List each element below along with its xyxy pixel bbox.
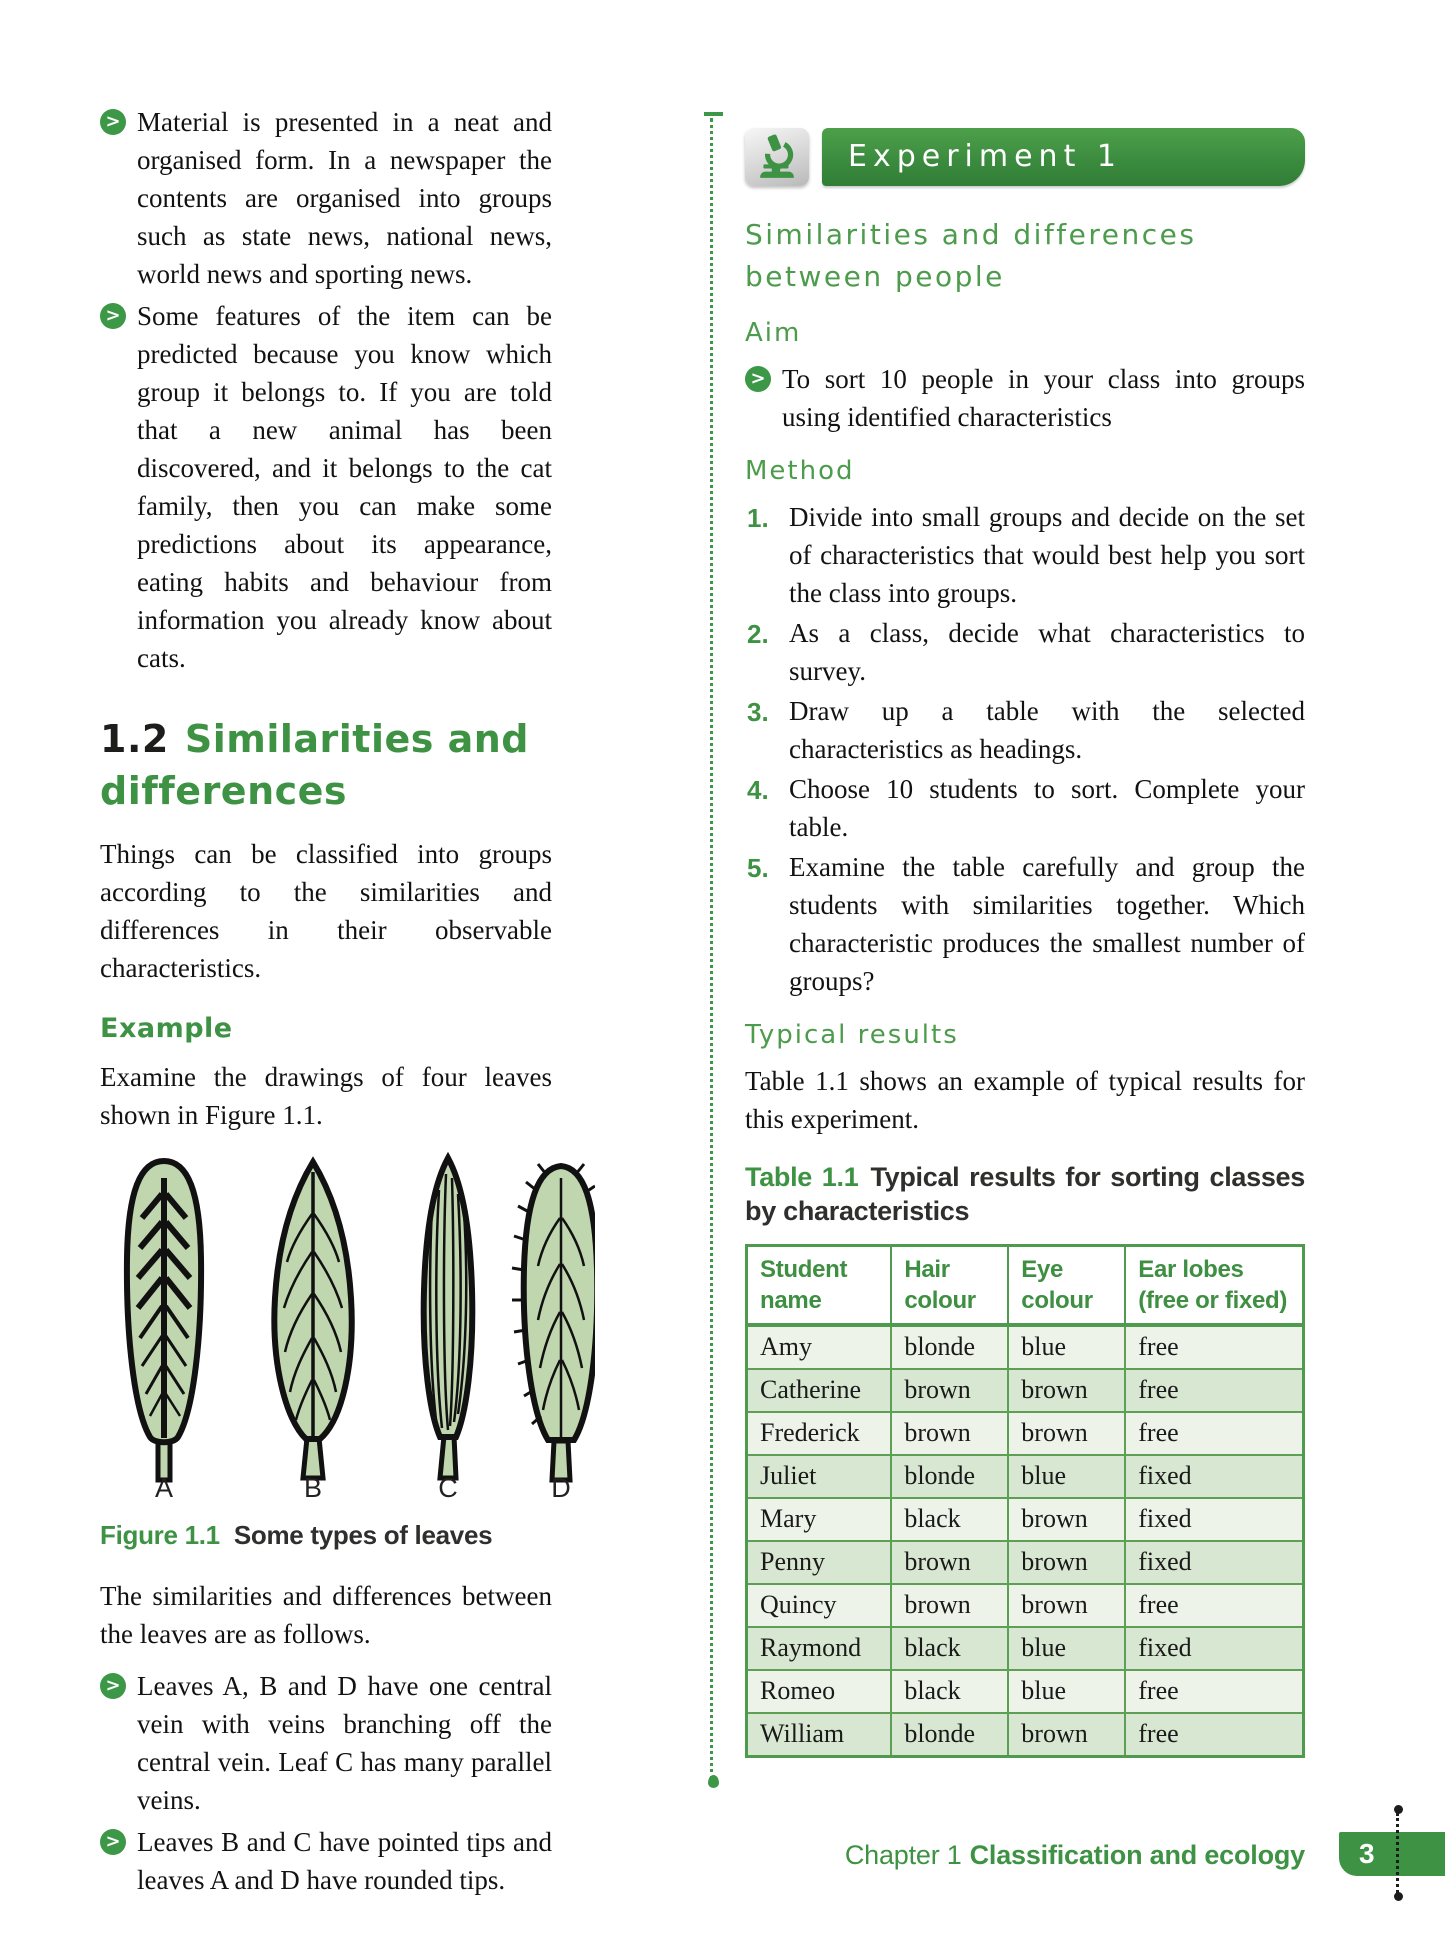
cell-eye: brown [1008,1412,1125,1455]
cell-name: Amy [747,1325,892,1369]
cell-eye: blue [1008,1455,1125,1498]
intro-bullet-2-text: Some features of the item can be predicted because you know which group it belongs to. If you are told that a new animal has been discovered, and it belongs to the cat family, then you can make some predictions about its appearance, eating habits and behaviour from information you already know about cats. [137,301,552,673]
cell-name: William [747,1713,892,1757]
cell-eye: brown [1008,1713,1125,1757]
figure-caption-text: Some types of leaves [233,1520,493,1550]
method-item-4 [745,770,1305,846]
method-item-4-text: Choose 10 students to sort. Complete your table. [789,774,1305,842]
table-row [747,1455,1304,1498]
cell-eye: blue [1008,1627,1125,1670]
cell-name: Quincy [747,1584,892,1627]
method-item-1 [745,498,1305,612]
typical-results-label: Typical results [745,1020,959,1050]
example-paragraph: Examine the drawings of four leaves shown in Figure 1.1. [100,1062,552,1130]
figure-caption-label: Figure 1.1 [100,1520,220,1550]
table-row [747,1627,1304,1670]
aim-label: Aim [745,318,802,348]
column-divider [710,118,713,1780]
table-row [747,1369,1304,1412]
leaf-bullet-1 [100,1667,552,1819]
leaves-illustration [98,1148,595,1500]
method-item-2-text: As a class, decide what characteristics to survey. [789,618,1305,686]
figure-caption [100,1519,552,1551]
right-column [745,128,1305,1758]
leaf-bullet-2 [100,1823,552,1899]
figure-leaves [98,1148,571,1505]
cell-hair: blonde [891,1713,1008,1757]
intro-bullet-1-text: Material is presented in a neat and organised form. In a newspaper the contents are organised into groups such as state news, national news, world news and sporting news. [137,107,552,289]
method-item-5-text: Examine the table carefully and group the students with similarities together. Which characteristic produces the smallest number of groups? [789,852,1305,996]
col-header-ear-lobes: Ear lobes (free or fixed) [1125,1246,1303,1326]
cell-name: Mary [747,1498,892,1541]
cell-eye: brown [1008,1541,1125,1584]
experiment-header [745,128,1305,186]
method-item-1-text: Divide into small groups and decide on the set of characteristics that would best help you sort the class into groups. [789,502,1305,608]
example-heading: Example [100,1013,233,1044]
cell-eye: brown [1008,1498,1125,1541]
leaf-c [424,1158,473,1478]
method-item-2-number: 2. [747,619,769,649]
cell-hair: brown [891,1584,1008,1627]
leaf-label-a: A [154,1473,174,1500]
table-row [747,1713,1304,1757]
table-header-row [747,1246,1304,1326]
chapter-title: Classification and ecology [969,1840,1305,1870]
cell-eye: blue [1008,1670,1125,1713]
leaf-a [127,1161,201,1480]
cell-eye: blue [1008,1325,1125,1369]
method-item-3 [745,692,1305,768]
chevron-bullet-icon: > [100,109,126,135]
chevron-bullet-icon: > [100,1673,126,1699]
cell-ear: fixed [1125,1455,1303,1498]
cell-hair: black [891,1627,1008,1670]
section-title-line2: differences [100,769,348,813]
divider-top-tick [704,112,723,116]
chevron-bullet-icon: > [100,303,126,329]
table-row [747,1584,1304,1627]
method-item-5 [745,848,1305,1000]
chapter-label: Chapter 1 [844,1840,962,1870]
method-item-5-number: 5. [747,853,769,883]
footer [845,1840,1305,1871]
cell-name: Romeo [747,1670,892,1713]
cell-eye: brown [1008,1584,1125,1627]
col-header-hair-colour: Hair colour [891,1246,1008,1326]
section-title-line1: Similarities and [184,717,529,761]
cell-hair: blonde [891,1455,1008,1498]
cell-ear: free [1125,1584,1303,1627]
section-intro-paragraph: Things can be classified into groups according to the similarities and differences in their observable characteristics. [100,839,552,983]
cell-ear: free [1125,1670,1303,1713]
leaf-label-b: B [303,1473,323,1500]
cell-ear: free [1125,1369,1303,1412]
cell-name: Raymond [747,1627,892,1670]
cell-hair: brown [891,1412,1008,1455]
cell-ear: fixed [1125,1541,1303,1584]
typical-results-paragraph: Table 1.1 shows an example of typical results for this experiment. [745,1066,1305,1134]
table-row [747,1498,1304,1541]
experiment-title: Similarities and differences between people [745,218,1197,293]
microscope-icon [745,128,809,186]
table-row [747,1670,1304,1713]
table-caption-label: Table 1.1 [745,1162,859,1192]
cell-name: Catherine [747,1369,892,1412]
cell-ear: free [1125,1325,1303,1369]
cell-name: Frederick [747,1412,892,1455]
section-number: 1.2 [100,717,169,761]
cell-name: Juliet [747,1455,892,1498]
table-row [747,1412,1304,1455]
method-label: Method [745,456,855,486]
method-item-4-number: 4. [747,775,769,805]
col-header-eye-colour: Eye colour [1008,1246,1125,1326]
results-table [745,1244,1305,1758]
cell-ear: fixed [1125,1627,1303,1670]
chevron-bullet-icon: > [100,1829,126,1855]
section-heading [100,713,552,817]
aim-bullet [745,360,1305,436]
aim-text: To sort 10 people in your class into groups using identified characteristics [782,364,1305,432]
cell-hair: brown [891,1541,1008,1584]
method-item-1-number: 1. [747,503,769,533]
leaf-label-d: D [551,1473,571,1500]
cell-ear: free [1125,1713,1303,1757]
cell-hair: brown [891,1369,1008,1412]
intro-bullet-1 [100,103,552,293]
leaves-paragraph: The similarities and differences between the leaves are as follows. [100,1581,552,1649]
cell-hair: black [891,1670,1008,1713]
method-item-3-text: Draw up a table with the selected characteristics as headings. [789,696,1305,764]
method-item-2 [745,614,1305,690]
leaf-d [512,1164,595,1480]
table-caption-text: Typical results for sorting classes by characteristics [745,1162,1305,1226]
cell-eye: brown [1008,1369,1125,1412]
intro-bullet-2 [100,297,552,677]
experiment-banner: Experiment 1 [822,128,1305,186]
leaf-bullet-1-text: Leaves A, B and D have one central vein with veins branching off the central vein. Leaf C has many parallel veins. [137,1671,552,1815]
page-tab-dashed-line [1396,1813,1399,1893]
leaf-bullet-2-text: Leaves B and C have pointed tips and leaves A and D have rounded tips. [137,1827,552,1895]
table-row [747,1325,1304,1369]
divider-end-dot [708,1775,719,1788]
cell-hair: blonde [891,1325,1008,1369]
table-row [747,1541,1304,1584]
page-number-tab [1339,1832,1445,1876]
chevron-bullet-icon: > [745,366,771,392]
cell-ear: free [1125,1412,1303,1455]
table-caption [745,1160,1305,1228]
cell-hair: black [891,1498,1008,1541]
page-number: 3 [1359,1838,1375,1869]
leaf-b [274,1162,351,1478]
leaf-label-c: C [438,1473,458,1500]
left-column [100,103,571,1903]
cell-name: Penny [747,1541,892,1584]
col-header-student-name: Student name [747,1246,892,1326]
method-item-3-number: 3. [747,697,769,727]
cell-ear: fixed [1125,1498,1303,1541]
